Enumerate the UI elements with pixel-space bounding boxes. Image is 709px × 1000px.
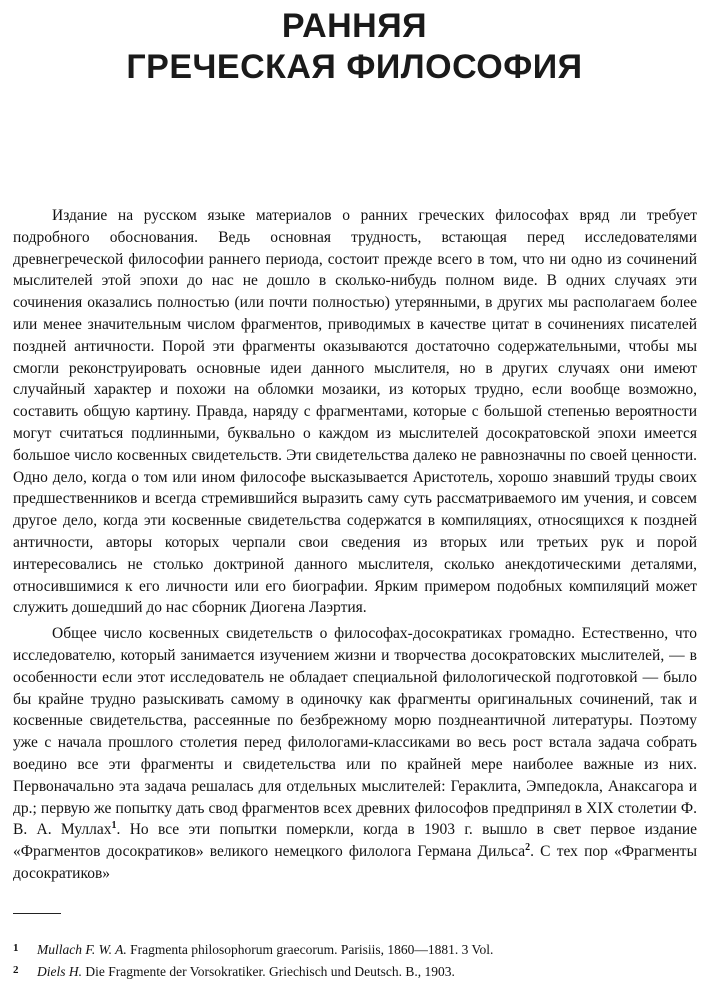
- paragraph-2-text-part-3: . С тех пор «Фрагменты досократиков»: [13, 843, 697, 882]
- title-line-2: ГРЕЧЕСКАЯ ФИЛОСОФИЯ: [126, 48, 583, 86]
- footnote-1-text: Fragmenta philosophorum graecorum. Parisiis, 1860—1881. 3 Vol.: [130, 942, 494, 957]
- footnotes: [13, 938, 703, 982]
- footnote-ref-2[interactable]: 2: [525, 841, 531, 853]
- footnote-2: [13, 960, 703, 982]
- footnote-divider: [13, 913, 61, 914]
- page-title: [0, 6, 709, 88]
- footnote-2-text: Die Fragmente der Vorsokratiker. Griechisch und Deutsch. B., 1903.: [85, 964, 455, 979]
- title-line-1: РАННЯЯ: [281, 7, 428, 45]
- paragraph-2: [13, 623, 697, 885]
- paragraph-2-text-part-2: . Но все эти попытки померкли, когда в 1903 г. вышло в свет первое издание «Фрагментов досократиков» великого немецкого филолога Германа Дильса: [13, 821, 697, 861]
- footnote-2-number: 2: [13, 964, 19, 976]
- footnote-1: [13, 938, 703, 960]
- footnote-1-author: Mullach F. W. A.: [37, 942, 127, 957]
- paragraph-1: [13, 205, 697, 619]
- body-text: [13, 205, 697, 885]
- footnote-ref-1[interactable]: 1: [111, 820, 117, 832]
- footnote-2-author: Diels H.: [37, 964, 82, 979]
- footnote-1-number: 1: [13, 942, 19, 954]
- paragraph-1-text: Издание на русском языке материалов о ранних греческих философах вряд ли требует подробного обоснования. Ведь основная трудность, встающая перед исследователями древнегреческой философии раннего периода, состоит прежде всего в том, что ни одно из сочинений мыслителей этой эпохи до нас не дошло в сколько-нибудь полном виде. В одних случаях эти сочинения оказались полностью (или почти полностью) утерянными, в других мы располагаем более или менее значительным числом фрагментов, приводимых в качестве цитат в сочинениях писателей поздней античности. Порой эти фрагменты оказываются достаточно содержательными, чтобы мы смогли реконструировать основные идеи данного мыслителя, но в других случаях они имеют случайный характер и похожи на обломки мозаики, из которых трудно, если вообще возможно, составить общую картину. Правда, наряду с фрагментами, которые с большой степенью вероятности могут считаться подлинными, буквально о каждом из мыслителей досократовской эпохи имеется большое число косвенных свидетельств. Эти свидетельства далеко не равнозначны по своей ценности. Одно дело, когда о том или ином философе высказывается Аристотель, хорошо знавший труды своих предшественников и всегда стремившийся выразить саму суть рассматриваемого им учения, и совсем другое дело, когда эти косвенные свидетельства содержатся в компиляциях, относящихся к поздней античности, авторы которых черпали свои сведения из вторых или третьих рук и порой интересовались не столько доктриной данного мыслителя, сколько анекдотическими деталями, относившимися к его личности или его биографии. Ярким примером подобных компиляций может служить дошедший до нас сборник Диогена Лаэртия.: [13, 207, 697, 617]
- paragraph-2-text-part-1: Общее число косвенных свидетельств о философах-досократиках громадно. Естественно, что исследователю, который занимается изучением жизни и творчества досократовских мыслителей, — в особенности если этот исследователь не обладает специальной филологической подготовкой — было бы крайне трудно разыскивать самому в одиночку как фрагменты оригинальных сочинений, так и косвенные свидетельства, рассеянные по безбрежному морю позднеантичной литературы. Поэтому уже с начала прошлого столетия перед филологами-классиками во весь рост встала задача собрать воедино все эти фрагменты и свидетельства или по крайней мере наиболее важные из них. Первоначально эта задача решалась для отдельных мыслителей: Гераклита, Эмпедокла, Анаксагора и др.; первую же попытку дать свод фрагментов всех древних философов предпринял в XIX столетии Ф. В. А. Муллах: [13, 625, 697, 839]
